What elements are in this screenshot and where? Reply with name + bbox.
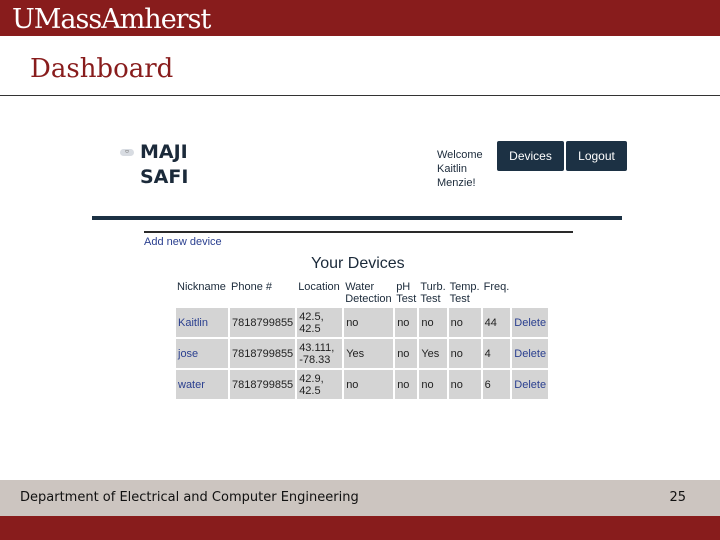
title-divider xyxy=(0,95,720,96)
devices-button[interactable]: Devices xyxy=(497,141,564,171)
cell-ph-test: no xyxy=(395,370,417,399)
maji-safi-logo-icon: ⬭ xyxy=(120,149,134,156)
cell-water-detection: no xyxy=(344,370,393,399)
app-screenshot xyxy=(116,138,628,410)
cell-frequency: 4 xyxy=(483,339,511,368)
devices-table xyxy=(174,278,550,401)
cell-phone: 7818799855 xyxy=(230,339,295,368)
header-divider xyxy=(92,216,622,220)
slide-title: Dashboard xyxy=(30,54,174,84)
bottom-banner xyxy=(0,516,720,540)
logout-button[interactable]: Logout xyxy=(566,141,627,171)
welcome-message: Welcome Kaitlin Menzie! xyxy=(437,149,483,189)
col-water-detection: Water Detection xyxy=(345,281,392,305)
section-divider xyxy=(144,231,573,233)
cell-phone: 7818799855 xyxy=(230,370,295,399)
col-actions xyxy=(512,280,548,306)
delete-link[interactable]: Delete xyxy=(514,316,547,329)
col-ph-test: pH Test xyxy=(396,281,417,305)
cell-turb-test: no xyxy=(419,308,446,337)
cell-phone: 7818799855 xyxy=(230,308,295,337)
col-phone: Phone # xyxy=(231,281,272,293)
cell-nickname[interactable]: jose xyxy=(176,339,228,368)
cell-ph-test: no xyxy=(395,339,417,368)
cell-actions xyxy=(512,308,548,337)
delete-link[interactable]: Delete xyxy=(514,378,547,391)
table-header-row xyxy=(176,280,548,306)
col-location: Location xyxy=(298,281,340,293)
cell-location: 42.9, 42.5 xyxy=(297,370,342,399)
cell-temp-test: no xyxy=(449,308,481,337)
cell-water-detection: Yes xyxy=(344,339,393,368)
table-row xyxy=(176,308,548,337)
top-banner xyxy=(0,0,720,36)
cell-frequency: 44 xyxy=(483,308,511,337)
cell-water-detection: no xyxy=(344,308,393,337)
cell-ph-test: no xyxy=(395,308,417,337)
cell-nickname[interactable]: water xyxy=(176,370,228,399)
col-nickname: Nickname xyxy=(177,281,226,293)
department-name: Department of Electrical and Computer Engineering xyxy=(20,490,359,505)
cell-turb-test: Yes xyxy=(419,339,446,368)
delete-link[interactable]: Delete xyxy=(514,347,547,360)
cell-temp-test: no xyxy=(449,370,481,399)
col-turb-test: Turb. Test xyxy=(420,281,446,305)
cell-temp-test: no xyxy=(449,339,481,368)
table-row xyxy=(176,339,548,368)
cell-location: 43.111, -78.33 xyxy=(297,339,342,368)
cell-actions xyxy=(512,370,548,399)
cell-nickname[interactable]: Kaitlin xyxy=(176,308,228,337)
add-device-link[interactable]: Add new device xyxy=(144,236,222,248)
table-row xyxy=(176,370,548,399)
cell-frequency: 6 xyxy=(483,370,511,399)
cell-actions xyxy=(512,339,548,368)
cell-turb-test: no xyxy=(419,370,446,399)
col-temp-test: Temp. Test xyxy=(449,281,480,305)
devices-heading: Your Devices xyxy=(311,255,405,272)
page-number: 25 xyxy=(669,490,686,505)
umass-amherst-logo: UMassAmherst xyxy=(12,4,211,35)
footer-bar xyxy=(0,480,720,516)
cell-location: 42.5, 42.5 xyxy=(297,308,342,337)
app-logo-text: MAJI SAFI xyxy=(140,141,189,188)
col-frequency: Freq. xyxy=(483,281,510,293)
